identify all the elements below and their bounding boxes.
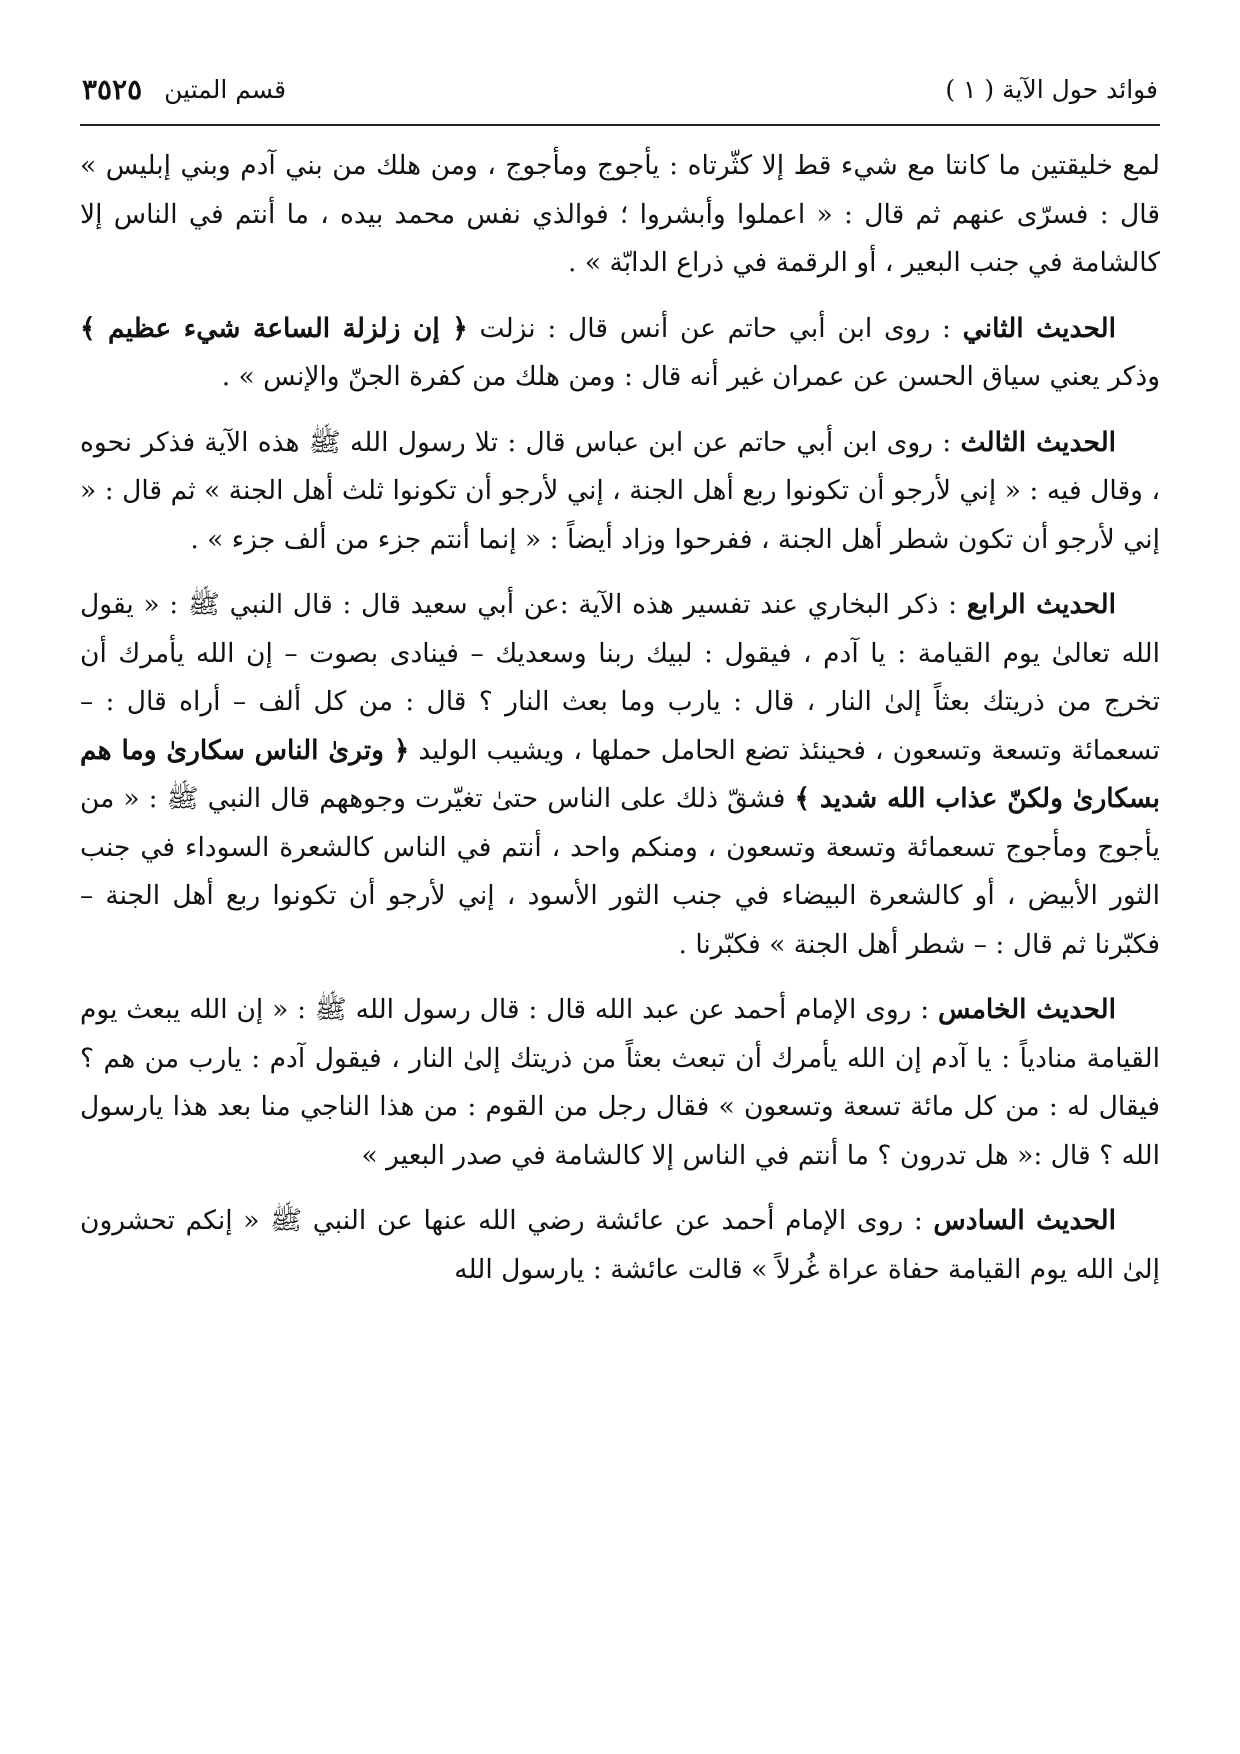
hadith-heading: الحديث الرابع: [966, 589, 1116, 620]
header-left-group: [82, 70, 286, 110]
paragraph-hadith-6: [80, 1197, 1160, 1294]
quran-verse: ﴿ إن زلزلة الساعة شيء عظيم ﴾: [80, 312, 468, 344]
paragraph-hadith-5: [80, 986, 1160, 1180]
text-segment: : روى الإمام أحمد عن عبد الله قال : قال رسول الله ﷺ : « إن الله يبعث يوم القيامة منادياً : يا آدم إن الله يأمرك أن تبعث بعثاً من ذريتك إلىٰ النار ، فيقول آدم : يارب من هم ؟ فيقال له : من كل مائة تسعة وتسعون » فقال رجل من القوم : من هذا الناجي منا بعد هذا يارسول الله ؟ قال :« هل تدرون ؟ ما أنتم في الناس إلا كالشامة في صدر البعير »: [80, 994, 1160, 1171]
page-body: [80, 142, 1160, 1294]
text-segment: لمع خليقتين ما كانتا مع شيء قط إلا كثّرتاه : يأجوج ومأجوج ، ومن هلك من بني آدم وبني إبليس » قال : فسرّى عنهم ثم قال : « اعملوا وأبشروا ؛ فوالذي نفس محمد بيده ، ما أنتم في الناس إلا كالشامة في جنب البعير ، أو الرقمة في ذراع الدابّة » .: [80, 150, 1160, 278]
text-segment: : روى الإمام أحمد عن عائشة رضي الله عنها عن النبي ﷺ « إنكم تحشرون إلىٰ الله يوم القيامة حفاة عراة غُرلاً » قالت عائشة : يارسول الله: [80, 1205, 1160, 1285]
text-segment: : ذكر البخاري عند تفسير هذه الآية :عن أبي سعيد قال : قال النبي ﷺ : « يقول الله تعالىٰ يوم القيامة : يا آدم ، فيقول : لبيك ربنا وسعديك – فينادى بصوت – إن الله يأمرك أن تخرج من ذريتك بعثاً إلىٰ النار ، قال : يارب وما بعث النار ؟ قال : من كل ألف – أراه قال : – تسعمائة وتسعة وتسعون ، فحينئذ تضع الحامل حملها ، ويشيب الوليد: [80, 589, 1160, 766]
paragraph-hadith-3: [80, 419, 1160, 565]
chapter-title: فوائد حول الآية ( ١ ): [945, 75, 1158, 104]
paragraph-continuation: [80, 142, 1160, 288]
text-segment: فشقّ ذلك على الناس حتىٰ تغيّرت وجوههم قال النبي ﷺ : « من يأجوج ومأجوج تسعمائة وتسعة وتسعون ، ومنكم واحد ، أنتم في الناس كالشعرة السوداء في جنب الثور الأبيض ، أو كالشعرة البيضاء في جنب الثور الأسود ، إني لأرجو أن تكونوا ربع أهل الجنة – فكبّرنا ثم قال : – شطر أهل الجنة » فكبّرنا .: [80, 783, 1160, 960]
hadith-heading: الحديث الثالث: [960, 426, 1116, 458]
hadith-heading: الحديث الثاني: [962, 312, 1116, 344]
text-segment: : روى ابن أبي حاتم عن أنس قال : نزلت: [467, 312, 963, 344]
hadith-heading: الحديث السادس: [933, 1205, 1116, 1236]
running-header: [80, 70, 1160, 110]
text-segment: : روى ابن أبي حاتم عن ابن عباس قال : تلا رسول الله ﷺ هذه الآية فذكر نحوه ، وقال فيه : « إني لأرجو أن تكونوا ربع أهل الجنة ، إني لأرجو أن تكونوا ثلث أهل الجنة » ثم قال : « إني لأرجو أن تكون شطر أهل الجنة ، ففرحوا وزاد أيضاً : « إنما أنتم جزء من ألف جزء » .: [80, 426, 1160, 555]
text-segment: وذكر يعني سياق الحسن عن عمران غير أنه قال : ومن هلك من كفرة الجنّ والإنس » .: [221, 361, 1160, 392]
hadith-heading: الحديث الخامس: [937, 994, 1116, 1025]
paragraph-hadith-4: [80, 581, 1160, 969]
quran-verse: ﴿ وترىٰ الناس سكارىٰ وما هم بسكارىٰ ولكنّ عذاب الله شديد ﴾: [80, 734, 1160, 814]
paragraph-hadith-2: [80, 305, 1160, 402]
page-number: ٣٥٢٥: [82, 73, 143, 106]
book-page: [80, 70, 1160, 1710]
header-rule: [80, 124, 1160, 126]
section-title: قسم المتين: [164, 75, 287, 104]
